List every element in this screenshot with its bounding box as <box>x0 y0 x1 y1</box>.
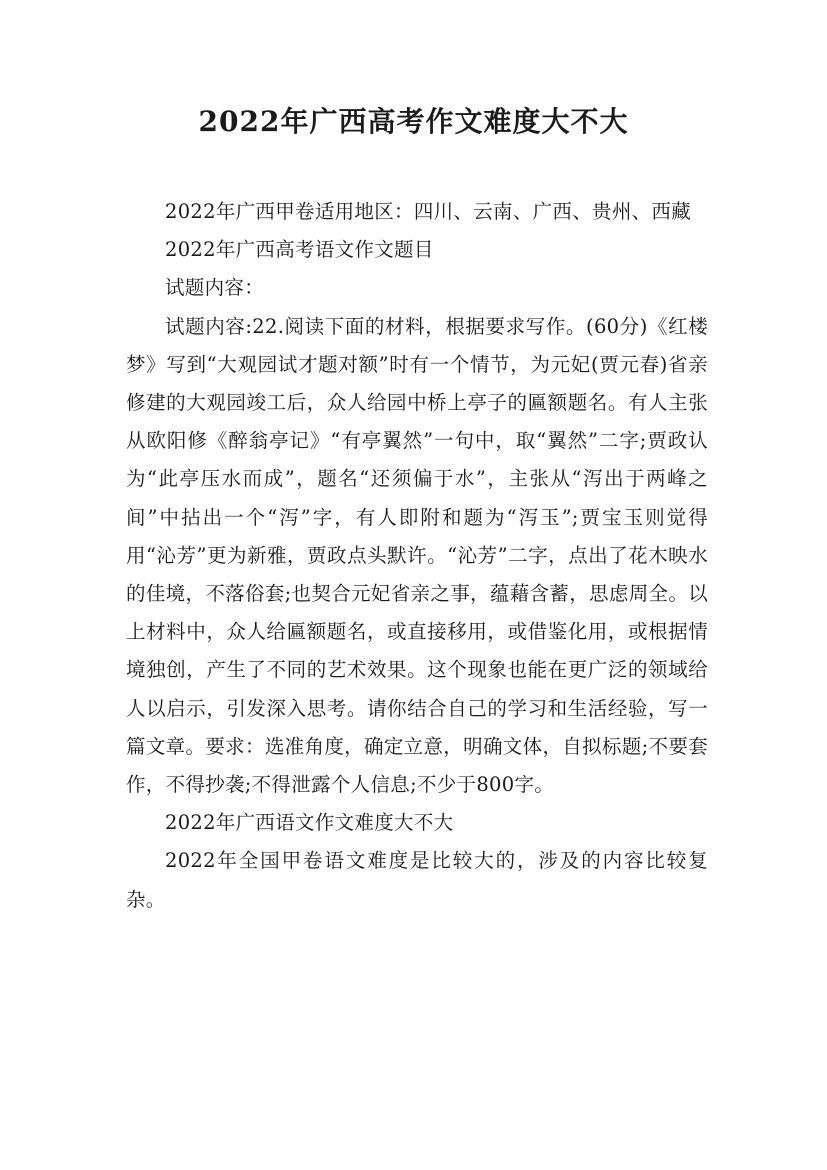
paragraph-content-label: 试题内容： <box>165 276 265 300</box>
paragraph-difficulty-heading: 2022年广西语文作文难度大不大 <box>165 811 454 835</box>
document-title: 2022年广西高考作文难度大不大 <box>198 105 629 138</box>
paragraph-essay-prompt: 试题内容:22.阅读下面的材料，根据要求写作。(60分)《红楼梦》写到“大观园试才题对额”时有一个情节，为元妃(贾元春)省亲修建的大观园竣工后，众人给园中桥上亭子的匾额题名。有人主张从欧阳修《醉翁亭记》“有亭翼然”一句中，取“翼然”二字;贾政认为“此亭压水而成”，题名“还须偏于水”，主张从“泻出于两峰之间”中拈出一个“泻”字，有人即附和题为“泻玉”;贾宝玉则觉得用“沁芳”更为新雅，贾政点头默许。“沁芳”二字，点出了花木映水的佳境，不落俗套;也契合元妃省亲之事，蕴藉含蓄，思虑周全。以上材料中，众人给匾额题名，或直接移用，或借鉴化用，或根据情境独创，产生了不同的艺术效果。这个现象也能在更广泛的领域给人以启示，引发深入思考。请你结合自己的学习和生活经验，写一篇文章。要求：选准角度，确定立意，明确文体，自拟标题;不要套作，不得抄袭;不得泄露个人信息;不少于800字。 <box>126 314 708 797</box>
document-body <box>126 193 708 919</box>
paragraph-difficulty-answer: 2022年全国甲卷语文难度是比较大的，涉及的内容比较复杂。 <box>126 849 708 911</box>
paragraph-regions: 2022年广西甲卷适用地区：四川、云南、广西、贵州、西藏 <box>165 200 692 223</box>
paragraph-essay-topic-heading: 2022年广西高考语文作文题目 <box>165 238 434 262</box>
